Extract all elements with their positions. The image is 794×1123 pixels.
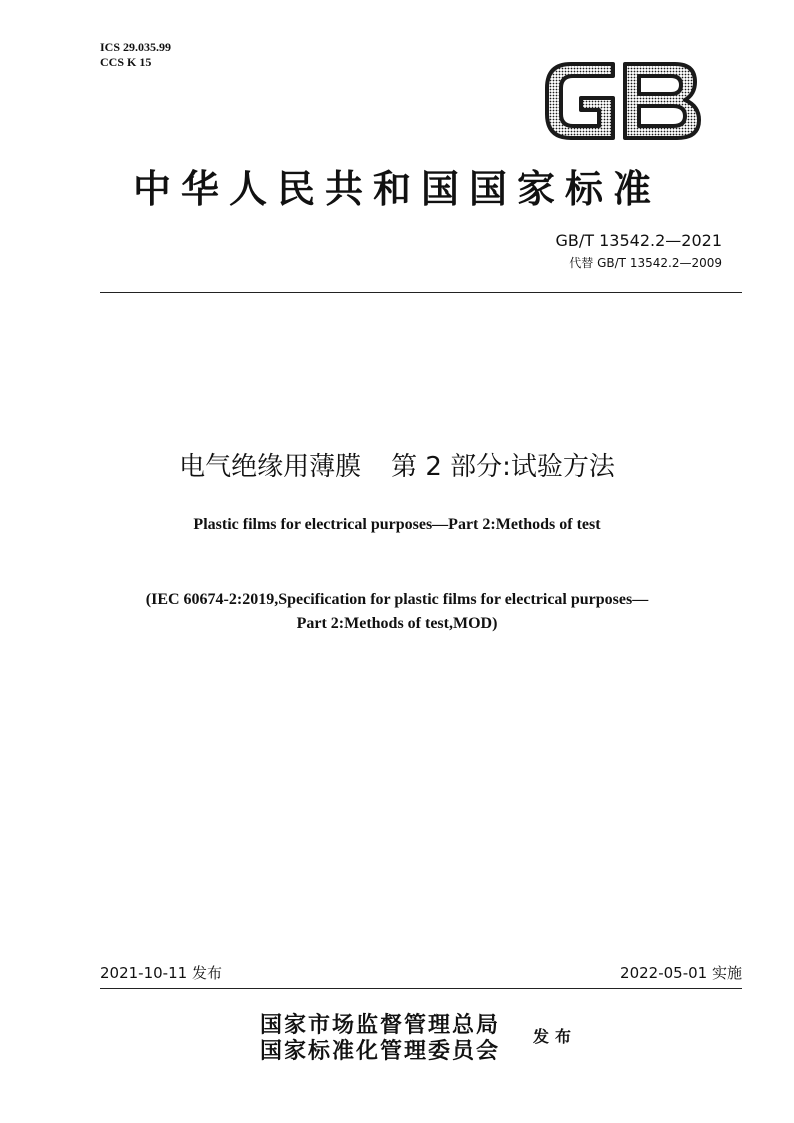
iec-reference xyxy=(0,588,794,636)
title-chinese-part2: 第 2 部分:试验方法 xyxy=(391,452,615,482)
publish-date: 2021-10-11 发布 xyxy=(100,964,222,982)
gb-logo xyxy=(543,58,703,144)
footer-divider xyxy=(100,988,742,989)
issue-label: 发布 xyxy=(533,1029,578,1046)
replaces-standard: 代替 GB/T 13542.2—2009 xyxy=(569,256,722,270)
ccs-code: CCS K 15 xyxy=(100,55,152,69)
issuing-authorities xyxy=(260,1012,500,1064)
issuer-samr: 国家市场监督管理总局 xyxy=(260,1012,501,1037)
title-english: Plastic films for electrical purposes—Part 2:Methods of test xyxy=(193,516,601,533)
national-standard-title: 中华人民共和国国家标准 xyxy=(132,169,661,211)
standard-number: GB/T 13542.2—2021 xyxy=(555,231,722,250)
effective-date: 2022-05-01 实施 xyxy=(620,964,742,982)
date-row xyxy=(100,962,742,983)
gb-logo-b xyxy=(625,64,699,138)
iec-reference-line1: (IEC 60674-2:2019,Specification for plastic films for electrical purposes— xyxy=(145,591,649,608)
standard-number-block xyxy=(555,230,722,274)
ics-code: ICS 29.035.99 xyxy=(100,40,172,54)
issuer-sac: 国家标准化管理委员会 xyxy=(260,1038,501,1063)
classification-codes xyxy=(100,40,171,70)
iec-reference-line2: Part 2:Methods of test,MOD) xyxy=(296,615,498,632)
header-divider xyxy=(100,292,742,293)
title-chinese-part1: 电气绝缘用薄膜 xyxy=(179,452,362,482)
gb-logo-g xyxy=(547,64,613,138)
title-chinese xyxy=(0,446,794,483)
